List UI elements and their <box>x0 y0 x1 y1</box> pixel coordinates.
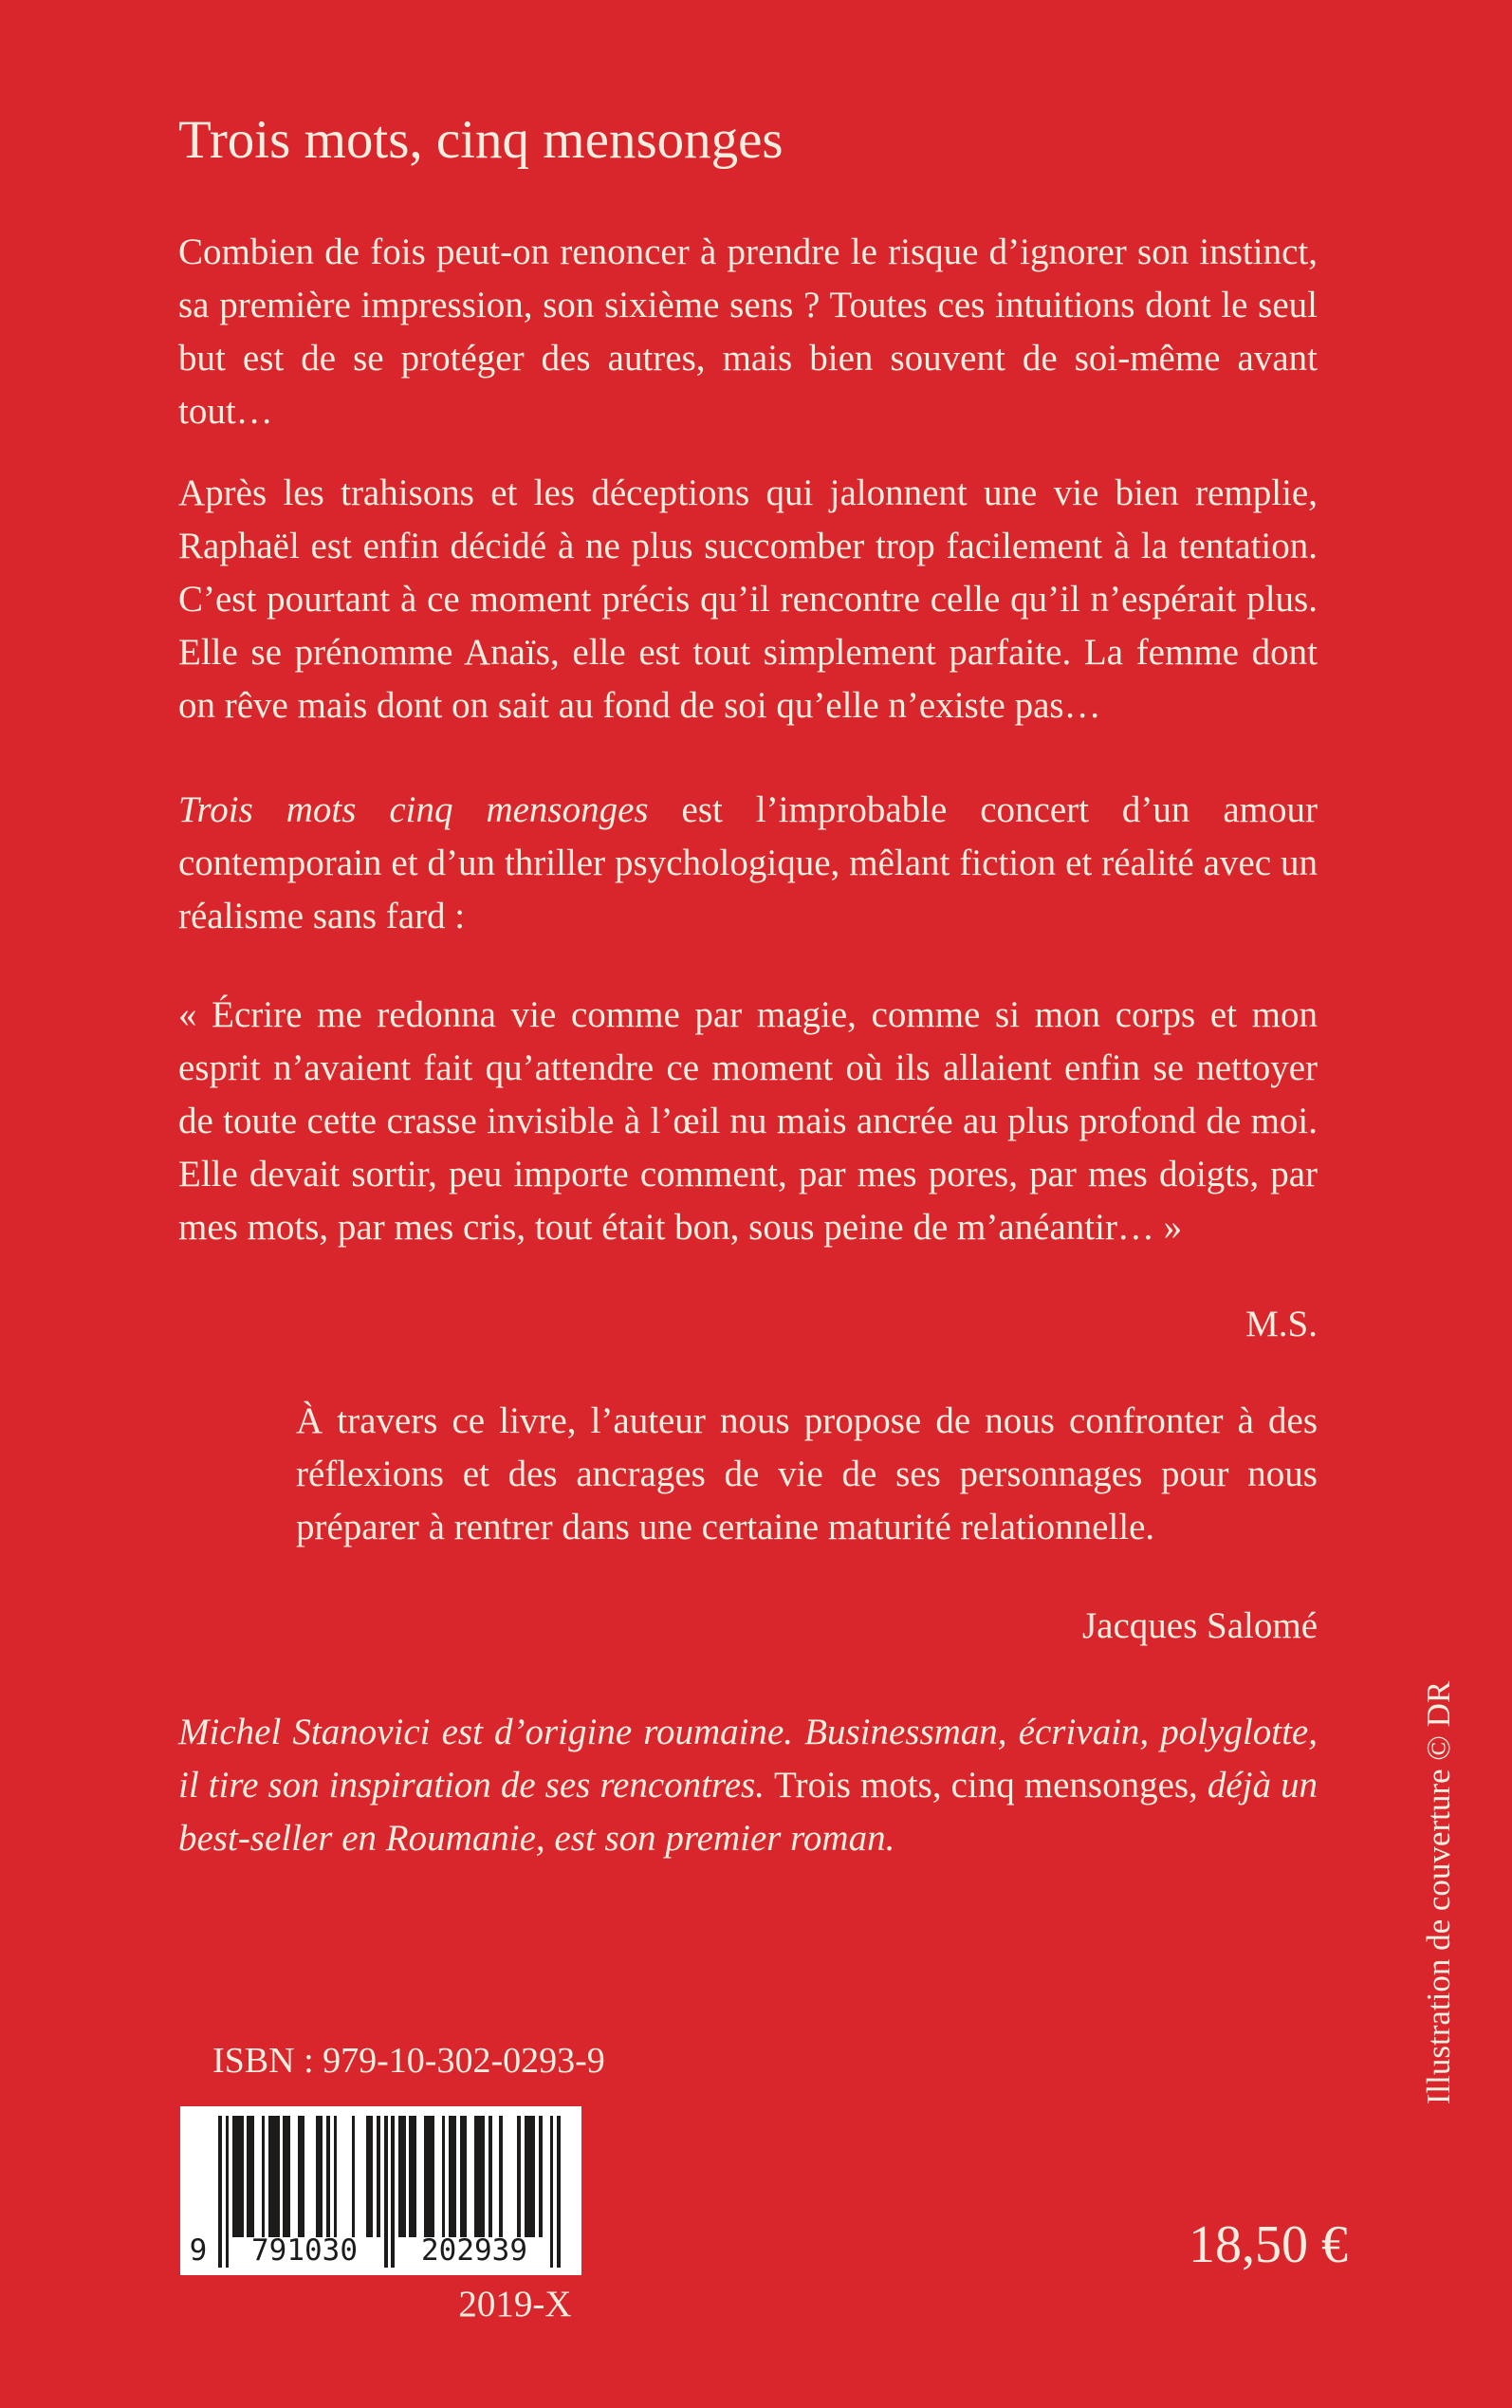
excerpt-quote: « Écrire me redonna vie comme par magie, comme si mon corps et mon esprit n’avaient fait qu’attendre ce moment où ils allaient enfin se nettoyer de toute cette crasse invisible à l’œil nu mais ancrée au plus profond de moi. Elle devait sortir, peu importe comment, par mes pores, par mes doigts, par mes mots, par mes cris, tout était bon, sous peine de m’anéantir… » <box>178 994 1318 1248</box>
barcode-digit-lead: 9 <box>189 2233 208 2268</box>
synopsis-paragraph-2: Après les trahisons et les déceptions qui jalonnent une vie bien remplie, Raphaël est enfin décidé à ne plus succomber trop facilement à la tentation. C’est pourtant à ce moment précis qu’il rencontre celle qu’il n’espérait plus. Elle se prénomme Anaïs, elle est tout simplement parfaite. La femme dont on rêve mais dont on sait au fond de soi qu’elle n’existe pas… <box>178 472 1318 726</box>
edition-code: 2019-X <box>458 2284 572 2325</box>
back-cover-text-column <box>178 104 1318 1865</box>
quote-signature: M.S. <box>1245 1304 1318 1344</box>
isbn-label: ISBN : 979-10-302-0293-9 <box>212 2041 605 2081</box>
illustration-credit-vertical: Illustration de couverture © DR <box>1420 1680 1457 2105</box>
barcode-digits-right: 202939 <box>421 2233 527 2268</box>
pitch-title-italic: Trois mots cinq mensonges <box>178 789 649 830</box>
endorsement-paragraph: À travers ce livre, l’auteur nous propose de nous confronter à des réflexions et des ancrages de vie de ses personnages pour nous préparer à rentrer dans une certaine maturité relationnelle. <box>296 1400 1318 1547</box>
pitch-rest: est l’improbable concert d’un amour contemporain et d’un thriller psychologique, mêlant fiction et réalité avec un réalisme sans fard : <box>178 789 1318 936</box>
bio-italic-before: Michel Stanovici est d’origine roumaine. Businessman, écrivain, polyglotte, il tire son inspiration de ses rencontres. <box>178 1712 1318 1806</box>
endorsement-author: Jacques Salomé <box>1081 1605 1318 1646</box>
price-label: 18,50 € <box>1189 2215 1348 2274</box>
barcode-digits-left: 791030 <box>251 2233 358 2268</box>
bio-italic-after: déjà un best-seller en Roumanie, est son premier roman. <box>178 1765 1318 1859</box>
synopsis-paragraph-1: Combien de fois peut-on renoncer à prendre le risque d’ignorer son instinct, sa première impression, son sixième sens ? Toutes ces intuitions dont le seul but est de se protéger des autres, mais bien souvent de soi-même avant tout… <box>178 232 1318 432</box>
author-bio-paragraph <box>178 1706 1318 1865</box>
pitch-paragraph <box>178 784 1318 943</box>
ean13-barcode <box>180 2106 581 2275</box>
bio-book-title-roman: Trois mots, cinq mensonges, <box>774 1765 1198 1806</box>
book-title: Trois mots, cinq mensonges <box>178 110 784 170</box>
